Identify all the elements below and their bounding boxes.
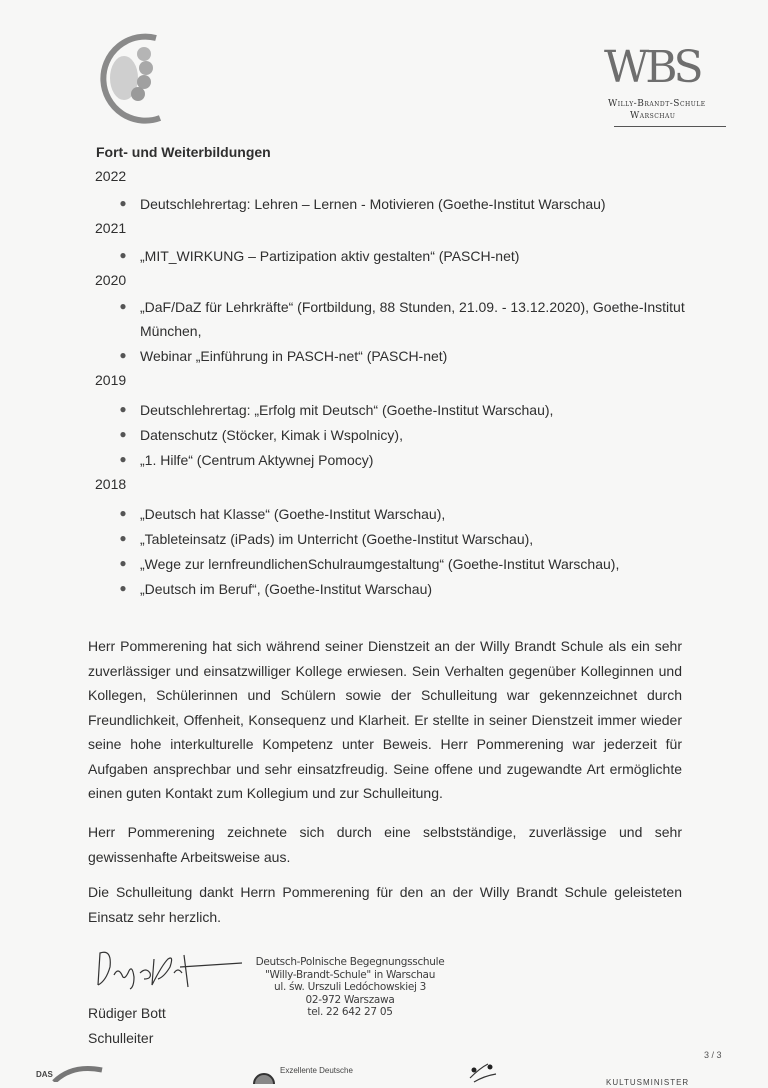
das-logo — [36, 1070, 53, 1079]
stamp-line: tel. 22 642 27 05 — [307, 1006, 393, 1018]
school-emblem-logo — [100, 30, 180, 125]
year-2022: 2022 — [95, 168, 127, 184]
year-2019: 2019 — [95, 372, 127, 388]
year-2018: 2018 — [95, 476, 127, 492]
kultusminister-logo: KULTUSMINISTER — [606, 1078, 690, 1087]
stamp-line: "Willy-Brandt-Schule" in Warschau — [264, 968, 436, 981]
bullet-icon: ● — [119, 581, 127, 595]
stamp-line: 02-972 Warszawa — [305, 993, 395, 1006]
list-item-continuation: München, — [140, 323, 202, 339]
paragraph-thanks: Die Schulleitung dankt Herrn Pommerening für den an der Willy Brandt Schule geleisteten Einsatz sehr herzlich. — [88, 884, 682, 925]
bullet-icon: ● — [119, 506, 127, 520]
paragraph-work-style: Herr Pommerening zeichnete sich durch eine selbstständige, zuverlässige und sehr gewissenhafte Arbeitsweise aus. — [88, 824, 682, 865]
bullet-icon: ● — [119, 248, 127, 262]
bullet-icon: ● — [119, 348, 127, 362]
signer-name: Rüdiger Bott — [88, 1005, 166, 1021]
wbs-logo-name: Willy-Brandt-Schule — [608, 99, 706, 109]
school-stamp — [255, 956, 445, 1019]
bullet-icon: ● — [119, 452, 127, 466]
bullet-icon: ● — [119, 531, 127, 545]
stamp-line: ul. św. Urszuli Ledóchowskiej 3 — [273, 981, 427, 993]
signature-scribble — [92, 945, 242, 995]
paragraph-evaluation: Herr Pommerening hat sich während seiner Dienstzeit an der Willy Brandt Schule als ein sehr zuverlässiger und einsatzwilliger Kollege erwiesen. Sein Verhalten gegenüber Kolleginnen und Kollegen, Schülerinnen und Schülern sowie der Schulleitung war gekennzeichnet durch Freundlichkeit, Offenheit, Konsequenz und Klarheit. Er stellte in seiner Dienstzeit immer wieder seine hohe interkulturelle Kompetenz unter Beweis. Herr Pommerening war jederzeit für Aufgaben ansprechbar und sehr einsatzfreudig. Seine offene und zugewandte Art ermöglichte einen guten Kontakt zum Kollegium und zur Schulleitung. — [88, 638, 682, 801]
exzellente-logo-text: Exzellente Deutsche — [280, 1066, 353, 1075]
year-2020: 2020 — [95, 272, 127, 288]
wbs-logo-underline — [614, 126, 726, 127]
section-title: Fort- und Weiterbildungen — [96, 144, 271, 160]
document-page: WBS Willy-Brandt-Schule Warschau Fort- und Weiterbildungen 2022 ● Deutschlehrertag: Lehren – Lernen - Motivieren (Goethe-Institut Warschau) 2021 ● „MIT_WIRKUNG – Partizipation aktiv gestalten“ (PASCH-net) 2020 ● „DaF/DaZ für Lehrkräfte“ (Fortbildung, 88 Stunden, 21.09. - 13.12.2020), Goethe-Institut München, ● Webinar „Einführung in PASCH-net“ (PASCH-net) 2019 ● Deutschlehrertag: „Erfolg mit Deutsch“ (Goethe-Institut Warschau), ● Datenschutz (Stöcker, Kimak i Wspolnicy), ● „1. Hilfe“ (Centrum Aktywnej Pomocy) 2018 ● „Deutsch hat Klasse“ (Goethe-Institut Warschau), ● „Tableteinsatz (iPads) im Unterricht (Goethe-Institut Warschau), ● „Wege zur lernfreundlichenSchulraumgestaltung“ (Goethe-Institut Warschau), ● „Deutsch im Beruf“, (Goethe-Institut Warschau) Herr Pommerening hat sich während seiner Dienstzeit an der Willy Brandt Schule als ein sehr zuverlässiger und einsatzwilliger Kollege erwiesen. Sein Verhalten gegenüber Kolleginnen und Kollegen, Schülerinnen und Schülern sowie der Schulleitung war gekennzeichnet durch Freundlichkeit, Offenheit, Konsequenz und Klarheit. Er stellte in seiner Dienstzeit immer wieder seine hohe interkulturelle Kompetenz unter Beweis. Herr Pommerening war jederzeit für Aufgaben ansprechbar und sehr einsatzfreudig. Seine offene und zugewandte Art ermöglichte einen guten Kontakt zum Kollegium und zur Schulleitung. Herr Pommerening zeichnete sich durch eine selbstständige, zuverlässige und sehr gewissenhafte Arbeitsweise aus. Die Schulleitung dankt Herrn Pommerening für den an der Willy Brandt Schule geleisteten Einsatz sehr herzlich. Rüdiger Bott Schulleiter Deutsch-Polnische Begegnungsschule "Willy-Brandt-Schule" in Warschau ul. św. Urszuli Ledóchowskiej 3 02-972 Warszawa tel. 22 642 27 05 3 / 3 DAS Exzellente Deutsche KULTUSMINISTER — [0, 0, 768, 1086]
wbs-logo-city: Warschau — [630, 111, 676, 121]
schule-dance-logo — [468, 1062, 498, 1088]
year-2021: 2021 — [95, 220, 127, 236]
wbs-logo — [596, 42, 728, 132]
wbs-logo-mark: WBS — [604, 42, 700, 93]
bullet-icon: ● — [119, 556, 127, 570]
stamp-line: Deutsch-Polnische Begegnungsschule — [255, 956, 445, 968]
das-logo-text: DAS — [36, 1070, 53, 1079]
bullet-icon: ● — [119, 196, 127, 210]
bullet-icon: ● — [119, 299, 127, 313]
signer-role: Schulleiter — [88, 1030, 154, 1046]
page-number: 3 / 3 — [704, 1050, 722, 1060]
bullet-icon: ● — [119, 427, 127, 441]
bullet-icon: ● — [119, 402, 127, 416]
